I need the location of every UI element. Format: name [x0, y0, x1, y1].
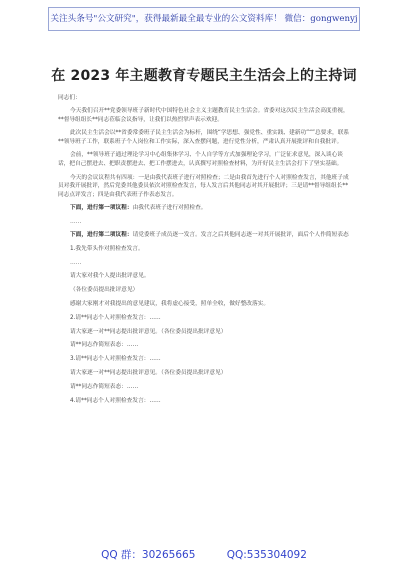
footer-contact	[0, 547, 408, 562]
brief-statement-2: 请**同志作简短表态：……	[70, 342, 139, 349]
ellipsis: ……	[70, 259, 82, 266]
paragraph-preparation: 会前，**领导班子通过理论学习中心组集体学习、个人自学等方式加强理论学习，广泛征求意见，深入谈心谈话，把自己摆进去、把职责摆进去、把工作摆进去，认真撰写对照检查材料，为开好民主生活会打下了坚实基础。	[58, 152, 343, 168]
speech-item-2: 2.请**同志个人对照检查发言：……	[70, 314, 161, 321]
paragraph-theme: 此次民主生活会以**省委常委班子民主生活会为标杆，围绕“学思想、强党性、重实践、建新功”“”总要求，联系**领导班子工作，联系班子个人岗位和工作实际，深入查摆问题，进行党性分析，严肃认真开展批评和自我批评。	[58, 130, 350, 146]
speech-item-3: 3.请**同志个人对照检查发言：……	[70, 356, 161, 363]
speech-item-4: 4.请**同志个人对照检查发言：……	[70, 397, 161, 404]
document-body	[58, 94, 350, 410]
agenda-step-1	[58, 204, 350, 213]
step-1-text: 由我代表班子进行对照检查。	[132, 205, 207, 212]
agenda-step-2	[58, 231, 350, 240]
step-1-label: 下面，进行第一项议程：	[70, 205, 133, 212]
qq-number: QQ:535304092	[226, 549, 307, 561]
brief-statement-3: 请**同志作简短表态：……	[70, 383, 139, 390]
qq-group: QQ 群：30265665	[101, 549, 196, 561]
thanks-statement: 感谢大家刚才对我提出的意见建议，我将虚心接受，照单全收，做好整改落实。	[70, 301, 270, 308]
step-2-text: 请党委班子成员逐一发言。发言之后其他同志逐一对其开展批评，面后个人作简短表态	[132, 232, 349, 239]
promo-banner: 关注头条号"公文研究"，获得最新最全最专业的公文资料库！ 微信：gongwenyj	[48, 7, 360, 31]
page-title: 在 2023 年主题教育专题民主生活会上的主持词	[51, 68, 357, 84]
greeting: 同志们：	[58, 95, 81, 101]
ellipsis: ……	[70, 218, 82, 225]
ask-criticism-self: 请大家对我个人提出批评意见。	[70, 273, 150, 280]
member-comments: （各位委员提出批评意见）	[70, 287, 139, 294]
ask-criticism-3: 请大家逐一对**同志提出批评意见。（各位委员提出批评意见）	[70, 370, 227, 377]
ask-criticism-2: 请大家逐一对**同志提出批评意见。（各位委员提出批评意见）	[70, 328, 227, 335]
step-2-label: 下面，进行第二项议程：	[70, 232, 133, 239]
speech-item-1: 1.我先带头作对照检查发言。	[70, 245, 144, 252]
paragraph-agenda: 今天的会议议程共有四项：一是由我代表班子进行对照检查；二是由我首先进行个人对照检查发言，其他班子成员对我开展批评，然后党委其他委员依次对照检查发言，每人发言后其他同志对其开展批评；三是请**督导组组长**同志点评发言；四是由我代表班子作表态发言。	[58, 174, 349, 199]
paragraph-intro: 今天我们召开**党委领导班子新时代中国特色社会主义主题教育民主生活会。省委对这次民主生活会高度重视，**督导组组长**同志莅临会议指导，让我们以热烈掌声表示欢迎。	[58, 108, 349, 124]
